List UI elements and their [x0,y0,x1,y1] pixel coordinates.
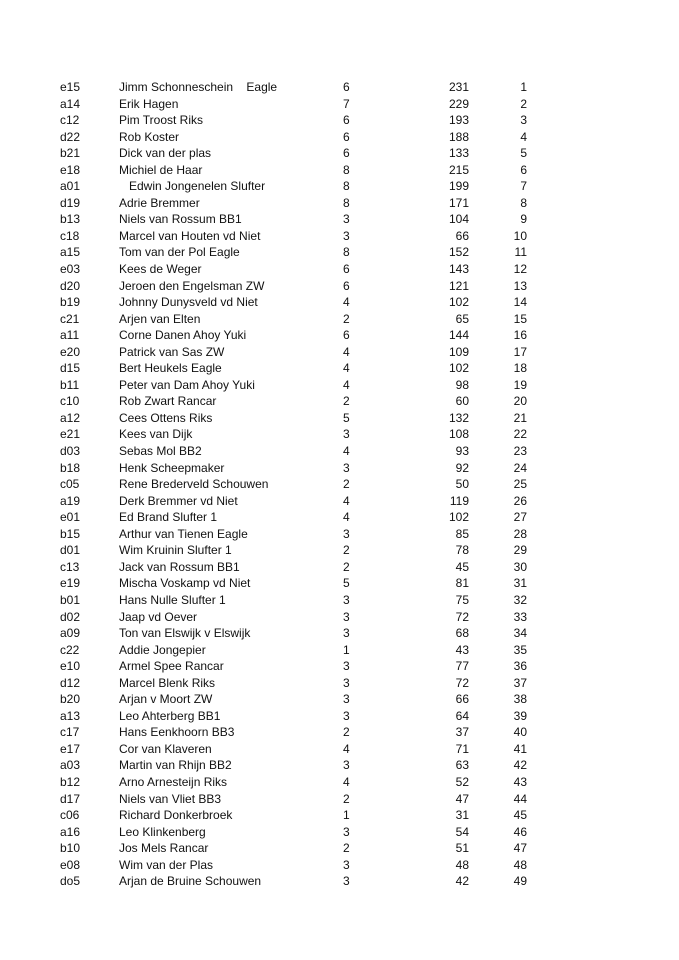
rank-position: 49 [513,874,527,889]
score-value: 92 [455,460,469,475]
player-code: e08 [60,857,81,872]
table-row [0,658,679,675]
rank-position: 8 [520,195,527,210]
player-code: e10 [60,659,81,674]
games-count: 6 [343,129,350,144]
player-name: Richard Donkerbroek [119,808,233,823]
player-name: Patrick van Sas ZW [119,344,225,359]
games-count: 8 [343,179,350,194]
games-count: 6 [343,113,350,128]
player-code: b19 [60,295,81,310]
table-row [0,757,679,774]
player-code: a15 [60,245,81,260]
games-count: 6 [343,146,350,161]
table-row [0,393,679,410]
games-count: 2 [343,394,350,409]
player-name: Hans Nulle Slufter 1 [119,592,226,607]
score-value: 31 [455,808,469,823]
player-name: Pim Troost Riks [119,113,204,128]
games-count: 4 [343,377,350,392]
table-row [0,311,679,328]
games-count: 1 [343,642,350,657]
games-count: 2 [343,311,350,326]
player-name: Jimm Schonneschein Eagle [119,80,278,94]
table-row [0,642,679,659]
player-code: d17 [60,791,81,806]
player-code: b11 [60,377,80,392]
player-name: Kees de Weger [119,262,202,277]
player-code: b13 [60,212,81,227]
score-value: 102 [448,510,469,525]
games-count: 2 [343,791,350,806]
games-count: 3 [343,758,350,773]
table-row [0,344,679,361]
player-code: b10 [60,841,81,856]
games-count: 5 [343,410,350,425]
player-code: d19 [60,195,81,210]
table-row [0,112,679,129]
player-name: Leo Klinkenberg [119,824,206,839]
player-name: Niels van Vliet BB3 [119,791,222,806]
player-code: c21 [60,311,80,326]
score-value: 43 [455,642,469,657]
player-name: Marcel Blenk Riks [119,675,216,690]
games-count: 8 [343,245,350,260]
games-count: 3 [343,874,350,889]
player-name: Wim Kruinin Slufter 1 [119,543,232,558]
rank-position: 32 [513,592,527,607]
score-value: 66 [455,692,469,707]
score-value: 52 [455,774,469,789]
rank-position: 25 [513,477,527,492]
player-code: do5 [60,874,81,889]
table-row [0,741,679,758]
table-row [0,542,679,559]
player-name: Bert Heukels Eagle [119,361,222,376]
rank-position: 18 [513,361,527,376]
table-row [0,857,679,874]
rank-position: 3 [520,113,527,128]
player-name: Henk Scheepmaker [119,460,225,475]
player-name: Erik Hagen [119,96,179,111]
games-count: 4 [343,741,350,756]
player-name: Dick van der plas [119,146,212,161]
player-name: Arjan v Moort ZW [119,692,213,707]
player-code: e21 [60,427,81,442]
games-count: 3 [343,692,350,707]
score-value: 152 [448,245,469,260]
rank-position: 43 [513,774,527,789]
games-count: 6 [343,262,350,277]
games-count: 6 [343,328,350,343]
player-code: a13 [60,708,81,723]
games-count: 2 [343,559,350,574]
table-row [0,178,679,195]
player-name: Michiel de Haar [119,162,203,177]
player-code: a01 [60,179,81,194]
player-code: a16 [60,824,81,839]
score-value: 64 [455,708,469,723]
table-row [0,426,679,443]
rank-position: 16 [513,328,527,343]
score-value: 133 [448,146,469,161]
player-code: e17 [60,741,81,756]
player-name: Rob Zwart Rancar [119,394,217,409]
player-name: Addie Jongepier [119,642,206,657]
score-value: 60 [455,394,469,409]
score-value: 47 [455,791,469,806]
games-count: 1 [343,808,350,823]
rank-position: 31 [513,576,527,591]
table-row [0,360,679,377]
player-name: Wim van der Plas [119,857,214,872]
table-row [0,278,679,295]
score-value: 37 [455,725,469,740]
score-value: 71 [455,741,469,756]
ranking-table [0,79,679,890]
table-row [0,774,679,791]
games-count: 4 [343,510,350,525]
score-value: 98 [455,377,469,392]
score-value: 72 [455,675,469,690]
player-code: d12 [60,675,81,690]
score-value: 54 [455,824,469,839]
player-code: b20 [60,692,81,707]
table-row [0,195,679,212]
player-code: e01 [60,510,81,525]
player-name: Rob Koster [119,129,180,144]
games-count: 4 [343,295,350,310]
player-name: Kees van Dijk [119,427,193,442]
rank-position: 2 [520,96,527,111]
games-count: 4 [343,361,350,376]
games-count: 3 [343,212,350,227]
player-name: Jeroen den Engelsman ZW [119,278,265,293]
rank-position: 12 [513,262,527,277]
player-name: Hans Eenkhoorn BB3 [119,725,235,740]
player-name: Arno Arnesteijn Riks [119,774,228,789]
rank-position: 48 [513,857,527,872]
games-count: 8 [343,195,350,210]
player-name: Ed Brand Slufter 1 [119,510,218,525]
player-code: a11 [60,328,80,343]
player-name: Peter van Dam Ahoy Yuki [119,377,255,392]
score-value: 68 [455,626,469,641]
score-value: 63 [455,758,469,773]
table-row [0,609,679,626]
score-value: 171 [448,195,469,210]
table-row [0,79,679,96]
player-code: a19 [60,493,81,508]
games-count: 5 [343,576,350,591]
table-row [0,476,679,493]
player-name: Armel Spee Rancar [119,659,224,674]
table-row [0,675,679,692]
games-count: 4 [343,344,350,359]
games-count: 6 [343,80,350,94]
score-value: 78 [455,543,469,558]
rank-position: 10 [513,228,527,243]
games-count: 3 [343,592,350,607]
table-row [0,493,679,510]
player-code: d22 [60,129,81,144]
table-row [0,592,679,609]
table-row [0,162,679,179]
games-count: 3 [343,708,350,723]
player-name: Arjen van Elten [119,311,201,326]
games-count: 3 [343,609,350,624]
score-value: 93 [455,444,469,459]
score-value: 121 [448,278,469,293]
player-code: c12 [60,113,80,128]
games-count: 4 [343,774,350,789]
player-name: Tom van der Pol Eagle [119,245,240,260]
table-row [0,791,679,808]
score-value: 132 [448,410,469,425]
table-row [0,575,679,592]
score-value: 85 [455,526,469,541]
games-count: 3 [343,824,350,839]
table-row [0,377,679,394]
score-value: 48 [455,857,469,872]
table-row [0,708,679,725]
table-row [0,228,679,245]
player-code: a12 [60,410,81,425]
score-value: 77 [455,659,469,674]
rank-position: 29 [513,543,527,558]
games-count: 4 [343,493,350,508]
games-count: 8 [343,162,350,177]
score-value: 102 [448,295,469,310]
rank-position: 30 [513,559,527,574]
player-name: Derk Bremmer vd Niet [119,493,238,508]
player-code: d03 [60,444,81,459]
rank-position: 4 [520,129,527,144]
games-count: 2 [343,477,350,492]
rank-position: 21 [513,410,527,425]
games-count: 2 [343,841,350,856]
player-name: Cor van Klaveren [119,741,212,756]
player-code: c18 [60,228,80,243]
score-value: 75 [455,592,469,607]
rank-position: 13 [513,278,527,293]
table-row [0,691,679,708]
player-code: b12 [60,774,81,789]
rank-position: 1 [520,80,527,94]
player-name: Arjan de Bruine Schouwen [119,874,262,889]
rank-position: 17 [513,344,527,359]
rank-position: 9 [520,212,527,227]
table-row [0,526,679,543]
table-row [0,460,679,477]
score-value: 51 [455,841,469,856]
games-count: 3 [343,659,350,674]
score-value: 188 [448,129,469,144]
score-value: 66 [455,228,469,243]
rank-position: 42 [513,758,527,773]
games-count: 2 [343,543,350,558]
player-name: Johnny Dunysveld vd Niet [119,295,258,310]
rank-position: 5 [520,146,527,161]
rank-position: 23 [513,444,527,459]
player-name: Marcel van Houten vd Niet [119,228,261,243]
table-row [0,327,679,344]
score-value: 144 [448,328,469,343]
score-value: 81 [455,576,469,591]
score-value: 215 [448,162,469,177]
rank-position: 44 [513,791,527,806]
player-code: a09 [60,626,81,641]
player-name: Corne Danen Ahoy Yuki [119,328,247,343]
rank-position: 20 [513,394,527,409]
rank-position: 34 [513,626,527,641]
table-row [0,410,679,427]
table-row [0,559,679,576]
player-name: Rene Brederveld Schouwen [119,477,269,492]
rank-position: 22 [513,427,527,442]
games-count: 3 [343,626,350,641]
games-count: 3 [343,427,350,442]
player-name: Jaap vd Oever [119,609,198,624]
score-value: 72 [455,609,469,624]
player-code: e15 [60,80,81,94]
player-code: e18 [60,162,81,177]
table-row [0,261,679,278]
score-value: 109 [448,344,469,359]
score-value: 119 [449,493,469,508]
player-name: Edwin Jongenelen Slufter [119,179,266,194]
player-name: Cees Ottens Riks [119,410,213,425]
rank-position: 41 [513,741,527,756]
rank-position: 11 [514,245,527,260]
score-value: 108 [448,427,469,442]
rank-position: 27 [513,510,527,525]
player-code: c10 [60,394,80,409]
games-count: 2 [343,725,350,740]
player-code: d15 [60,361,81,376]
rank-position: 37 [513,675,527,690]
table-row [0,96,679,113]
score-value: 231 [448,80,469,94]
player-name: Leo Ahterberg BB1 [119,708,221,723]
score-value: 229 [448,96,469,111]
rank-position: 46 [513,824,527,839]
player-name: Niels van Rossum BB1 [119,212,242,227]
player-name: Ton van Elswijk v Elswijk [119,626,251,641]
player-name: Arthur van Tienen Eagle [119,526,248,541]
player-code: d20 [60,278,81,293]
player-code: d02 [60,609,81,624]
player-code: a14 [60,96,81,111]
score-value: 193 [448,113,469,128]
rank-position: 15 [513,311,527,326]
player-code: e19 [60,576,81,591]
rank-position: 36 [513,659,527,674]
rank-position: 14 [513,295,527,310]
rank-position: 40 [513,725,527,740]
player-name: Jack van Rossum BB1 [119,559,240,574]
player-code: d01 [60,543,81,558]
table-row [0,244,679,261]
score-value: 143 [448,262,469,277]
games-count: 6 [343,278,350,293]
games-count: 3 [343,228,350,243]
games-count: 3 [343,460,350,475]
table-row [0,724,679,741]
score-value: 42 [455,874,469,889]
rank-position: 38 [513,692,527,707]
table-row [0,211,679,228]
rank-position: 33 [513,609,527,624]
rank-position: 6 [520,162,527,177]
table-row [0,129,679,146]
table-row [0,807,679,824]
table-row [0,509,679,526]
player-code: c22 [60,642,80,657]
player-code: e03 [60,262,81,277]
rank-position: 39 [513,708,527,723]
player-name: Mischa Voskamp vd Niet [119,576,251,591]
player-code: c06 [60,808,80,823]
table-row [0,443,679,460]
player-name: Martin van Rhijn BB2 [119,758,232,773]
score-value: 45 [455,559,469,574]
score-value: 199 [448,179,469,194]
rank-position: 47 [513,841,527,856]
table-row [0,625,679,642]
score-value: 104 [448,212,469,227]
table-row [0,294,679,311]
games-count: 3 [343,857,350,872]
player-name: Jos Mels Rancar [119,841,209,856]
rank-position: 35 [513,642,527,657]
rank-position: 26 [513,493,527,508]
player-code: b21 [60,146,81,161]
rank-position: 28 [513,526,527,541]
rank-position: 7 [520,179,527,194]
score-value: 102 [448,361,469,376]
score-value: 65 [455,311,469,326]
player-code: c13 [60,559,80,574]
player-code: e20 [60,344,81,359]
games-count: 3 [343,675,350,690]
table-row [0,840,679,857]
player-code: c17 [60,725,80,740]
rank-position: 45 [513,808,527,823]
games-count: 3 [343,526,350,541]
player-name: Sebas Mol BB2 [119,444,202,459]
player-name: Adrie Bremmer [119,195,200,210]
player-code: c05 [60,477,80,492]
table-row [0,145,679,162]
games-count: 4 [343,444,350,459]
rank-position: 19 [513,377,527,392]
player-code: b18 [60,460,81,475]
player-code: b15 [60,526,81,541]
games-count: 7 [343,96,350,111]
table-row [0,873,679,890]
rank-position: 24 [513,460,527,475]
player-code: a03 [60,758,81,773]
score-value: 50 [455,477,469,492]
table-row [0,824,679,841]
player-code: b01 [60,592,81,607]
